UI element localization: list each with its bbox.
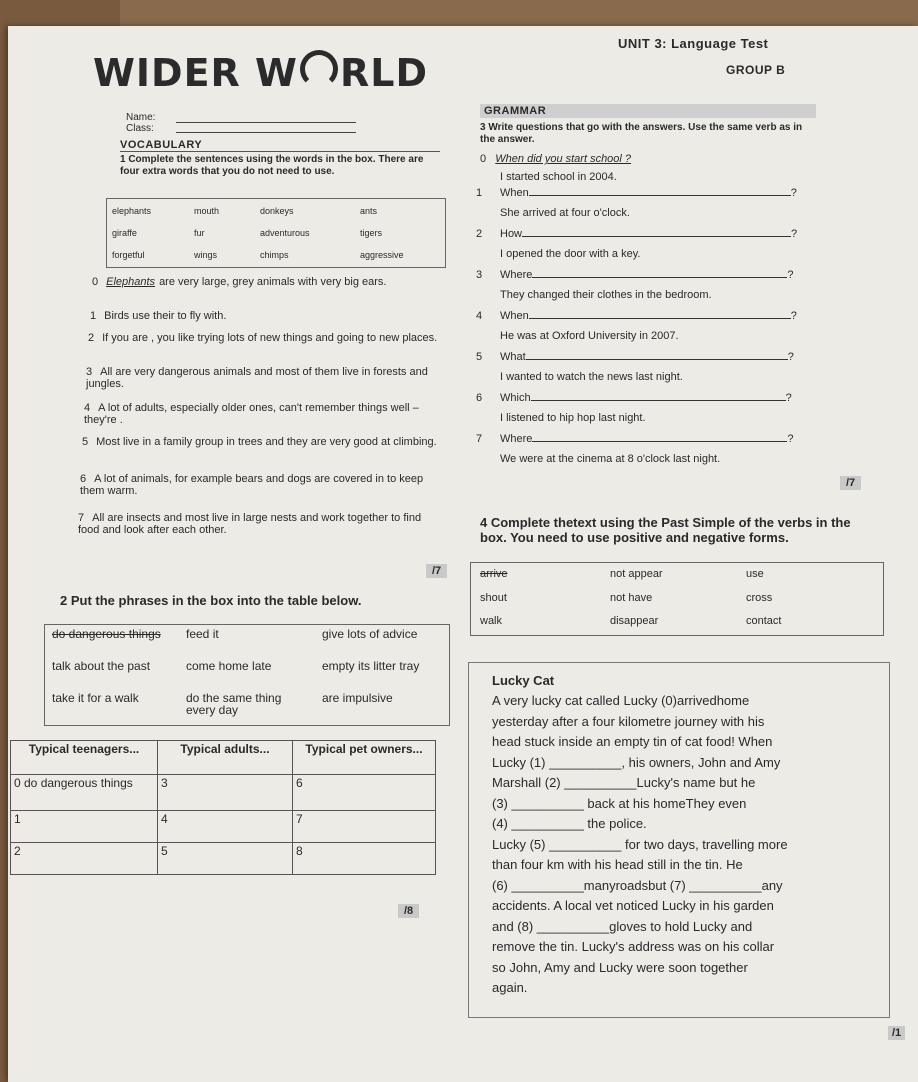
- answer-text: I wanted to watch the news last night.: [500, 371, 683, 383]
- vocabulary-heading: VOCABULARY: [120, 139, 440, 152]
- question-mark: ?: [790, 310, 797, 322]
- logo-text-right: RLD: [339, 51, 428, 95]
- word-box-item: giraffe: [112, 228, 137, 238]
- story-line: Lucky (5) __________ for two days, travelling more: [492, 836, 788, 852]
- sentence-text: If you are , you like trying lots of new things and going to new places.: [102, 332, 438, 344]
- sentence-number: 1: [90, 310, 97, 322]
- logo-text-left: WIDER W: [93, 51, 298, 95]
- question-mark: ?: [787, 269, 794, 281]
- story-line: (4) __________ the police.: [492, 816, 647, 831]
- table-cell[interactable]: 1: [11, 811, 158, 843]
- question-number: 5: [476, 351, 483, 363]
- vocabulary-sentence: [90, 310, 449, 322]
- vocabulary-sentence: [82, 436, 437, 448]
- verb-box-item: shout: [480, 592, 507, 604]
- question-answer-line[interactable]: [526, 359, 788, 360]
- example-question-text: When did you start school ?: [495, 153, 632, 165]
- story-title: Lucky Cat: [492, 673, 555, 688]
- question-row: [476, 392, 826, 404]
- word-box-item: aggressive: [360, 250, 404, 260]
- answer-text: He was at Oxford University in 2007.: [500, 330, 679, 342]
- score-exercise-2: /8: [398, 904, 419, 918]
- vocabulary-sentence: [88, 332, 446, 344]
- question-number: 6: [476, 392, 483, 404]
- question-answer-line[interactable]: [522, 236, 791, 237]
- table-header-teenagers: Typical teenagers...: [11, 741, 158, 775]
- phrase-box-item: take it for a walk: [52, 691, 139, 705]
- sentence-text: All are very dangerous animals and most of them live in forests and jungles.: [86, 366, 428, 390]
- example-answer-word: Elephants: [106, 276, 156, 288]
- question-row: [476, 269, 826, 281]
- phrase-box-item: feed it: [186, 627, 219, 641]
- verb-box-item: contact: [746, 615, 782, 627]
- sentence-number: 0: [92, 276, 99, 288]
- question-mark: ?: [790, 187, 797, 199]
- vocabulary-sentence: [78, 512, 431, 536]
- question-number: 4: [476, 310, 483, 322]
- answer-text: They changed their clothes in the bedroom.: [500, 289, 712, 301]
- table-header-adults: Typical adults...: [158, 741, 293, 775]
- question-answer-line[interactable]: [532, 277, 787, 278]
- word-box-item: adventurous: [260, 228, 310, 238]
- story-line: so John, Amy and Lucky were soon together: [492, 959, 748, 975]
- class-label: Class:: [126, 123, 154, 134]
- question-start: Which: [500, 392, 531, 404]
- word-box-item: ants: [360, 206, 378, 216]
- verb-box-item: walk: [480, 615, 503, 627]
- story-line: Lucky (1) __________, his owners, John and Amy: [492, 754, 781, 770]
- question-answer-line[interactable]: [529, 195, 791, 196]
- verb-box-item: cross: [746, 592, 773, 604]
- question-number: 1: [476, 187, 483, 199]
- exercise-4-instruction: 4 Complete thetext using the Past Simple of the verbs in the box. You need to use positive and negative forms.: [480, 515, 851, 545]
- phrase-box-item: give lots of advice: [322, 627, 418, 641]
- exercise-2-instruction: 2 Put the phrases in the box into the table below.: [60, 593, 362, 608]
- question-row: [476, 228, 826, 240]
- story-line: Marshall (2) __________Lucky's name but he: [492, 775, 756, 790]
- question-start: How: [500, 228, 523, 240]
- question-answer-line[interactable]: [531, 400, 786, 401]
- word-box-item: elephants: [112, 206, 152, 216]
- question-start: When: [500, 187, 529, 199]
- sentence-text: All are insects and most live in large nests and work together to find food and look after each other.: [78, 512, 422, 536]
- word-box-item: fur: [194, 228, 205, 238]
- story-line: (3) __________ back at his homeThey even: [492, 795, 747, 811]
- question-number: 7: [476, 433, 483, 445]
- example-question: 0 When did you start school ?: [480, 153, 632, 165]
- example-answer: I started school in 2004.: [500, 171, 617, 183]
- question-start: Where: [500, 433, 533, 445]
- story-line: yesterday after a four kilometre journey with his: [492, 713, 765, 729]
- phrase-box-item: talk about the past: [52, 659, 151, 673]
- verb-box-item: use: [746, 568, 764, 580]
- answer-text: We were at the cinema at 8 o'clock last night.: [500, 453, 721, 465]
- question-row: [476, 187, 826, 199]
- story-line: and (8) __________gloves to hold Lucky and: [492, 918, 753, 934]
- vocabulary-sentence: [92, 276, 452, 288]
- answer-text: I opened the door with a key.: [500, 248, 641, 260]
- table-cell[interactable]: 2: [11, 843, 158, 875]
- word-box-item: forgetful: [112, 250, 145, 260]
- name-label: Name:: [126, 112, 156, 123]
- sentence-number: 4: [84, 402, 91, 414]
- verb-box-item: disappear: [610, 615, 659, 627]
- sentence-number: 2: [88, 332, 95, 344]
- word-box-item: chimps: [260, 250, 289, 260]
- table-cell[interactable]: 6: [293, 775, 436, 811]
- question-start: When: [500, 310, 529, 322]
- question-number: 3: [476, 269, 483, 281]
- phrase-box-item: do the same thing every day: [186, 691, 282, 717]
- verb-box-item: not appear: [610, 568, 663, 580]
- story-line: remove the tin. Lucky's address was on his collar: [492, 939, 775, 954]
- phrase-box-item: come home late: [186, 659, 272, 673]
- phrase-box-item: empty its litter tray: [322, 659, 420, 673]
- sentence-text: are very large, grey animals with very big ears.: [159, 276, 387, 288]
- word-box-item: mouth: [194, 206, 220, 216]
- worksheet-page: [8, 26, 918, 1082]
- sentence-text: A lot of adults, especially older ones, can't remember things well – they're .: [84, 402, 419, 426]
- sentence-number: 5: [82, 436, 89, 448]
- word-box-item: donkeys: [260, 206, 294, 216]
- sentence-number: 6: [80, 473, 87, 485]
- story-line: A very lucky cat called Lucky (0)arrivedhome: [492, 693, 750, 708]
- word-box-item: tigers: [360, 228, 383, 238]
- story-line: (6) __________manyroadsbut (7) __________any: [492, 877, 783, 893]
- sentence-text: A lot of animals, for example bears and dogs are covered in to keep them warm.: [80, 473, 424, 497]
- table-cell[interactable]: 5: [158, 843, 293, 875]
- answer-text: I listened to hip hop last night.: [500, 412, 646, 424]
- word-box-item: wings: [194, 250, 218, 260]
- table-header-pet-owners: Typical pet owners...: [293, 741, 436, 775]
- exercise-3-instruction: 3 Write questions that go with the answers. Use the same verb as in the answer.: [480, 122, 803, 145]
- story-line: head stuck inside an empty tin of cat food! When: [492, 734, 773, 749]
- score-exercise-3: /7: [840, 476, 861, 490]
- question-mark: ?: [787, 433, 794, 445]
- grammar-heading: GRAMMAR: [480, 104, 816, 118]
- question-row: [476, 310, 826, 322]
- vocabulary-sentence: [86, 366, 443, 390]
- question-mark: ?: [785, 392, 792, 404]
- wider-world-logo: [93, 50, 428, 95]
- score-exercise-4: /1: [888, 1026, 905, 1040]
- story-line: accidents. A local vet noticed Lucky in his garden: [492, 898, 774, 913]
- verb-box-item: arrive: [480, 568, 508, 580]
- score-exercise-1: /7: [426, 564, 447, 578]
- exercise-1-instruction: 1 Complete the sentences using the words in the box. There are four extra words that you do not need to use.: [120, 154, 424, 177]
- question-answer-line[interactable]: [529, 318, 791, 319]
- logo-o-icon: [300, 50, 338, 88]
- story-line: than four km with his head still in the tin. He: [492, 857, 743, 872]
- verb-box: [470, 562, 884, 636]
- question-number: 2: [476, 228, 483, 240]
- sentence-text: Most live in a family group in trees and they are very good at climbing.: [96, 436, 437, 448]
- question-mark: ?: [787, 351, 794, 363]
- story-line: again.: [492, 980, 528, 995]
- class-field[interactable]: [176, 132, 356, 133]
- sentence-number: 3: [86, 366, 93, 378]
- phrase-box-item: are impulsive: [322, 691, 393, 705]
- question-row: [476, 351, 826, 363]
- group-label: GROUP B: [726, 63, 786, 77]
- table-cell[interactable]: 0 do dangerous things: [11, 775, 158, 811]
- vocabulary-sentence: [84, 402, 440, 426]
- name-field[interactable]: [176, 122, 356, 123]
- sentence-number: 7: [78, 512, 85, 524]
- table-cell[interactable]: 4: [158, 811, 293, 843]
- phrase-box-item: do dangerous things: [52, 627, 161, 641]
- question-start: What: [500, 351, 526, 363]
- unit-title: UNIT 3: Language Test: [618, 36, 769, 51]
- question-row: [476, 433, 826, 445]
- table-cell[interactable]: 7: [293, 811, 436, 843]
- verb-box-item: not have: [610, 592, 653, 604]
- question-start: Where: [500, 269, 533, 281]
- behaviour-table: [10, 740, 436, 875]
- answer-text: She arrived at four o'clock.: [500, 207, 630, 219]
- question-mark: ?: [791, 228, 798, 240]
- table-cell[interactable]: 8: [293, 843, 436, 875]
- vocabulary-sentence: [80, 473, 434, 497]
- sentence-text: Birds use their to fly with.: [104, 310, 227, 322]
- question-answer-line[interactable]: [532, 441, 787, 442]
- table-cell[interactable]: 3: [158, 775, 293, 811]
